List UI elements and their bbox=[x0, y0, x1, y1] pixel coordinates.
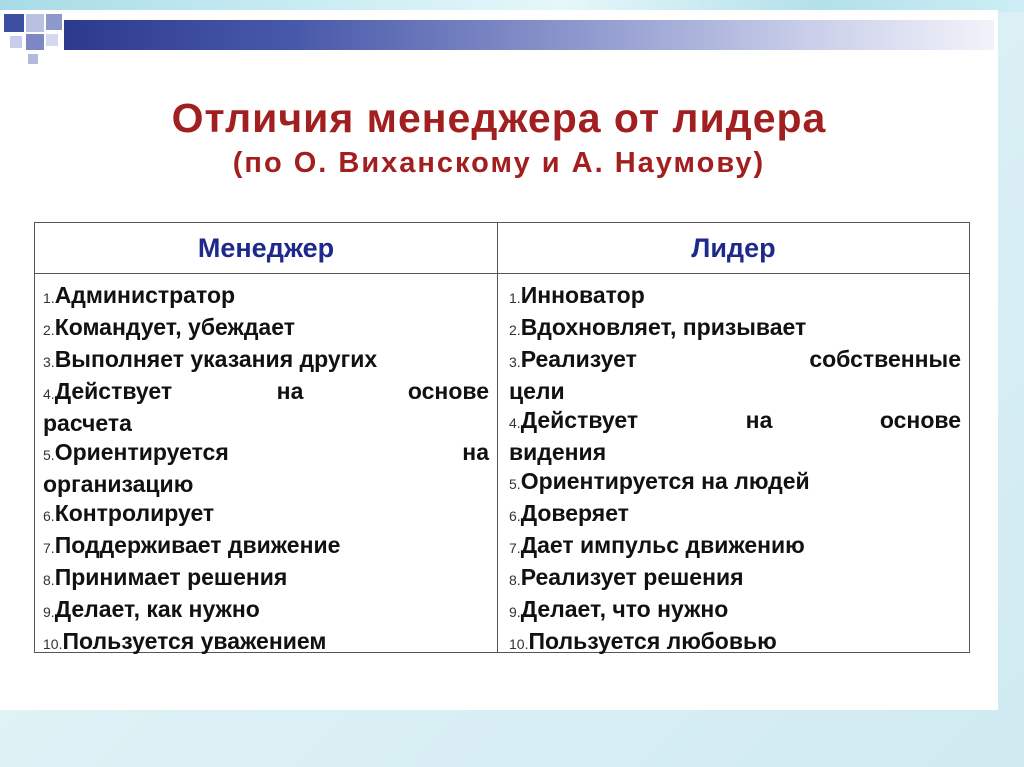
item-number: 2. bbox=[43, 322, 55, 338]
item-text: Действует на основе bbox=[54, 378, 489, 404]
item-number: 10. bbox=[43, 636, 63, 652]
column-header-leader: Лидер bbox=[691, 233, 776, 263]
item-number: 1. bbox=[509, 290, 521, 306]
decor-square bbox=[28, 54, 38, 64]
column-header-manager: Менеджер bbox=[197, 233, 335, 263]
item-number: 5. bbox=[509, 476, 521, 492]
item-text: Пользуется любовью bbox=[528, 628, 777, 654]
item-text: Пользуется уважением bbox=[62, 628, 327, 654]
item-text: Поддерживает движение bbox=[54, 532, 341, 558]
item-text: Командует, убеждает bbox=[54, 314, 295, 340]
comparison-table bbox=[34, 222, 970, 653]
list-item bbox=[43, 345, 489, 377]
item-number: 4. bbox=[509, 415, 521, 431]
list-item bbox=[509, 313, 961, 345]
slide bbox=[0, 10, 998, 710]
item-text: Реализует собственные bbox=[520, 346, 961, 372]
item-number: 3. bbox=[509, 354, 521, 370]
header-divider bbox=[35, 273, 969, 274]
item-number: 5. bbox=[43, 447, 55, 463]
item-text: Принимает решения bbox=[54, 564, 288, 590]
decor-square bbox=[46, 14, 62, 30]
item-text: Ориентируется на bbox=[54, 439, 489, 465]
manager-list bbox=[43, 281, 489, 659]
list-item bbox=[509, 281, 961, 313]
list-item bbox=[509, 499, 961, 531]
list-item-continuation: видения bbox=[509, 439, 607, 465]
list-item bbox=[509, 563, 961, 595]
list-item bbox=[509, 595, 961, 627]
item-number: 7. bbox=[509, 540, 521, 556]
item-number: 3. bbox=[43, 354, 55, 370]
list-item bbox=[43, 627, 489, 659]
item-text: Администратор bbox=[54, 282, 236, 308]
item-text: Реализует решения bbox=[520, 564, 744, 590]
list-item bbox=[509, 345, 961, 377]
item-text: Выполняет указания других bbox=[54, 346, 378, 372]
item-number: 7. bbox=[43, 540, 55, 556]
item-text: Инноватор bbox=[520, 282, 645, 308]
item-number: 10. bbox=[509, 636, 529, 652]
item-number: 6. bbox=[509, 508, 521, 524]
item-number: 6. bbox=[43, 508, 55, 524]
item-number: 9. bbox=[509, 604, 521, 620]
item-text: Ориентируется на людей bbox=[520, 468, 810, 494]
slide-title: Отличия менеджера от лидера bbox=[171, 95, 827, 141]
list-item bbox=[43, 531, 489, 563]
list-item-continuation: организацию bbox=[43, 471, 194, 497]
column-divider bbox=[497, 223, 498, 652]
item-number: 8. bbox=[43, 572, 55, 588]
item-number: 8. bbox=[509, 572, 521, 588]
item-text: Делает, как нужно bbox=[54, 596, 260, 622]
decor-square bbox=[26, 34, 44, 50]
list-item bbox=[509, 627, 961, 659]
slide-subtitle: (по О. Виханскому и А. Наумову) bbox=[232, 147, 766, 179]
list-item bbox=[43, 313, 489, 345]
list-item-continuation: расчета bbox=[43, 410, 132, 436]
item-text: Доверяет bbox=[520, 500, 629, 526]
leader-list bbox=[509, 281, 961, 659]
item-text: Контролирует bbox=[54, 500, 215, 526]
list-item bbox=[509, 406, 961, 438]
decor-square bbox=[4, 14, 24, 32]
item-text: Действует на основе bbox=[520, 407, 961, 433]
list-item bbox=[43, 595, 489, 627]
decor-square bbox=[26, 14, 44, 32]
list-item bbox=[43, 281, 489, 313]
item-text: Делает, что нужно bbox=[520, 596, 729, 622]
list-item bbox=[509, 531, 961, 563]
item-text: Дает импульс движению bbox=[520, 532, 805, 558]
list-item-continuation: цели bbox=[509, 378, 565, 404]
list-item bbox=[43, 499, 489, 531]
header-gradient-bar bbox=[64, 20, 994, 50]
item-number: 1. bbox=[43, 290, 55, 306]
item-number: 9. bbox=[43, 604, 55, 620]
item-number: 4. bbox=[43, 386, 55, 402]
list-item bbox=[509, 467, 961, 499]
list-item bbox=[43, 563, 489, 595]
decor-square bbox=[46, 34, 58, 46]
decor-square bbox=[10, 36, 22, 48]
list-item bbox=[43, 377, 489, 409]
list-item bbox=[43, 438, 489, 470]
item-number: 2. bbox=[509, 322, 521, 338]
item-text: Вдохновляет, призывает bbox=[520, 314, 807, 340]
